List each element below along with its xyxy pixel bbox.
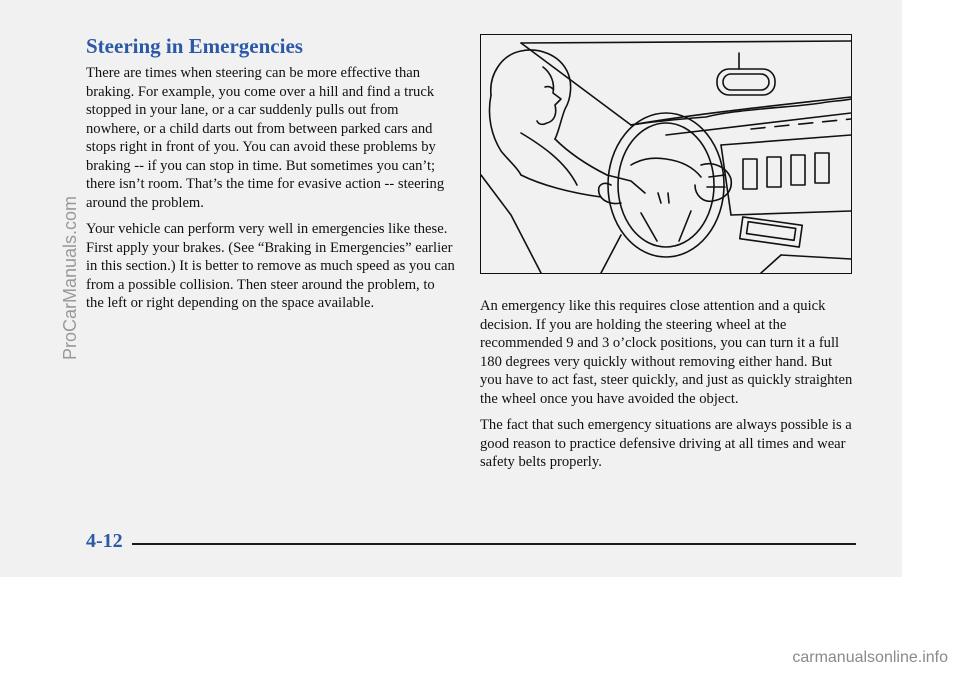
rearview-mirror xyxy=(717,53,775,95)
horizon-trees xyxy=(631,99,851,135)
body-paragraph: The fact that such emergency situations are always possible is a good reason to practice defensive driving at all times and wear safety belts properly. xyxy=(480,417,852,470)
body-paragraph: An emergency like this requires close attention and a quick decision. If you are holding the steering wheel at the recommended 9 and 3 o’clock positions, you can turn it a full 180 degrees very quickly without removing either hand. But you have to act fast, steer quickly, and just as quickly straighten the wheel once you have avoided the object. xyxy=(480,298,853,407)
watermark-text: ProCarManuals.com xyxy=(60,195,80,360)
site-watermark: carmanualsonline.info xyxy=(792,649,948,666)
section-heading: Steering in Emergencies xyxy=(86,34,303,58)
page-number: 4-12 xyxy=(86,530,123,552)
body-paragraph: Your vehicle can perform very well in emergencies like these. First apply your brakes. (See “Braking in Emergencies” earlier in this section.) It is better to remove as much speed as you can from a possible collision. Then steer around the problem, to the left or right depending on the space available. xyxy=(86,221,455,311)
body-paragraph: There are times when steering can be more effective than braking. For example, you come over a hill and find a truck stopped in your lane, or a car suddenly pulls out from nowhere, or a child darts out from between parked cars and stops right in front of you. You can avoid these problems by braking -- if you can stop in time. But sometimes you can’t; there isn’t room. That’s the time for evasive action -- steering around the problem. xyxy=(86,65,445,211)
right-column xyxy=(480,297,855,480)
left-column xyxy=(86,64,456,321)
driver-steering-illustration xyxy=(480,34,852,274)
driver xyxy=(481,50,645,273)
page-footer xyxy=(86,530,856,560)
footer-rule xyxy=(132,543,856,545)
dashboard xyxy=(601,135,851,273)
